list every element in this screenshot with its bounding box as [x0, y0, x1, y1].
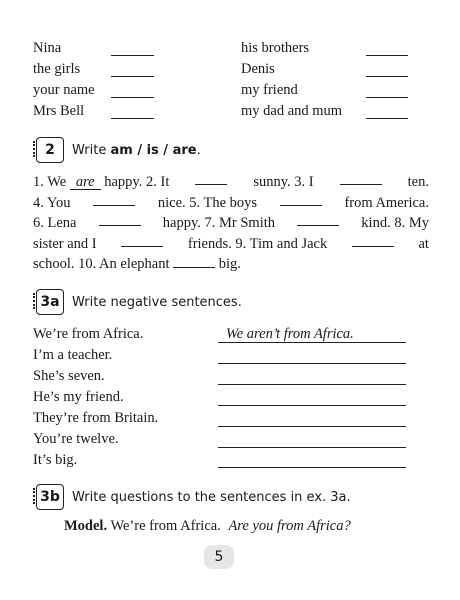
answer-line[interactable] [218, 363, 406, 364]
answer-blank[interactable] [111, 76, 154, 77]
exercise-instruction: Write negative sentences. [72, 294, 242, 310]
sentence-fragment: friends. 9. Tim and Jack [187, 235, 328, 252]
pair-left-3: your name [33, 82, 95, 98]
answer-blank[interactable] [93, 193, 135, 206]
sentence-1: We’re from Africa. [33, 326, 144, 342]
instruction-period: . [196, 142, 201, 158]
pair-right-3: my friend [241, 82, 298, 98]
sentence-7: It’s big. [33, 452, 78, 468]
exercise-number: 3b [40, 489, 60, 505]
answer-blank[interactable] [366, 76, 408, 77]
exercise-number-badge [36, 484, 64, 510]
exercise-instruction: Write questions to the sentences in ex. 3a. [72, 489, 351, 505]
sentence-5: They’re from Britain. [33, 410, 159, 426]
answer-blank[interactable] [99, 213, 141, 226]
sentence-fragment: happy. 2. It [104, 174, 170, 190]
sentence-fragment: from America. [344, 194, 429, 211]
exercise-number-badge [36, 137, 64, 163]
answer-blank[interactable] [366, 55, 408, 56]
model-answer: Are you from Africa? [228, 518, 351, 534]
model-label: Model. [64, 518, 108, 534]
sentence-6: You’re twelve. [33, 431, 119, 447]
answer-line[interactable] [218, 384, 406, 385]
sentence-fragment: 4. You [33, 194, 71, 211]
example-answer: We aren’t from Africa. [226, 326, 354, 342]
sentence-2: I’m a teacher. [33, 347, 113, 363]
exercise-3a-header [36, 289, 242, 315]
pair-right-1: his brothers [241, 40, 310, 56]
text-line [33, 213, 429, 234]
instruction-keywords: am / is / are [110, 142, 197, 158]
answer-line[interactable] [218, 342, 406, 343]
page-number: 5 [204, 545, 234, 569]
sentence-fragment: sister and I [33, 235, 97, 252]
exercise-number-badge [36, 289, 64, 315]
answer-blank[interactable] [352, 234, 394, 247]
pair-right-2: Denis [241, 61, 275, 77]
text-line [33, 254, 429, 275]
text-line [33, 234, 429, 255]
sentence-fragment: sunny. 3. I [253, 174, 314, 190]
answer-blank[interactable] [297, 213, 339, 226]
example-answer: are [70, 175, 101, 190]
text-line [33, 193, 429, 214]
text-line [33, 172, 429, 193]
answer-line[interactable] [218, 467, 406, 468]
pair-left-2: the girls [33, 61, 81, 77]
answer-blank[interactable] [366, 97, 408, 98]
answer-blank[interactable] [111, 118, 154, 119]
answer-blank[interactable] [195, 172, 227, 185]
exercise-number: 2 [45, 142, 55, 158]
answer-blank[interactable] [173, 255, 215, 268]
model-example [64, 518, 351, 535]
answer-line[interactable] [218, 426, 406, 427]
model-sentence: We’re from Africa. [110, 518, 221, 534]
answer-blank[interactable] [280, 193, 322, 206]
exercise-2-text [33, 172, 429, 275]
answer-blank[interactable] [111, 97, 154, 98]
pair-left-1: Nina [33, 40, 62, 56]
answer-blank[interactable] [121, 234, 163, 247]
answer-blank[interactable] [111, 55, 154, 56]
pair-right-4: my dad and mum [241, 103, 343, 119]
exercise-3b-header [36, 484, 351, 510]
sentence-fragment: happy. 7. Mr Smith [162, 215, 276, 231]
exercise-2-header [36, 137, 201, 163]
sentence-fragment: 1. We [33, 174, 67, 190]
answer-line[interactable] [218, 447, 406, 448]
sentence-fragment: school. 10. An elephant [33, 256, 170, 272]
sentence-3: She’s seven. [33, 368, 105, 384]
answer-blank[interactable] [366, 118, 408, 119]
pair-left-4: Mrs Bell [33, 103, 85, 119]
sentence-fragment: at [418, 235, 429, 252]
exercise-number: 3a [40, 294, 60, 310]
instruction-text: Write [72, 142, 107, 158]
sentence-4: He’s my friend. [33, 389, 124, 405]
sentence-fragment: ten. [407, 174, 429, 190]
sentence-fragment: nice. 5. The boys [157, 194, 258, 211]
sentence-fragment: big. [218, 256, 241, 272]
answer-blank[interactable] [340, 172, 382, 185]
exercise-instruction [72, 143, 201, 158]
sentence-fragment: 6. Lena [33, 215, 77, 231]
answer-line[interactable] [218, 405, 406, 406]
sentence-fragment: kind. 8. My [361, 215, 429, 231]
